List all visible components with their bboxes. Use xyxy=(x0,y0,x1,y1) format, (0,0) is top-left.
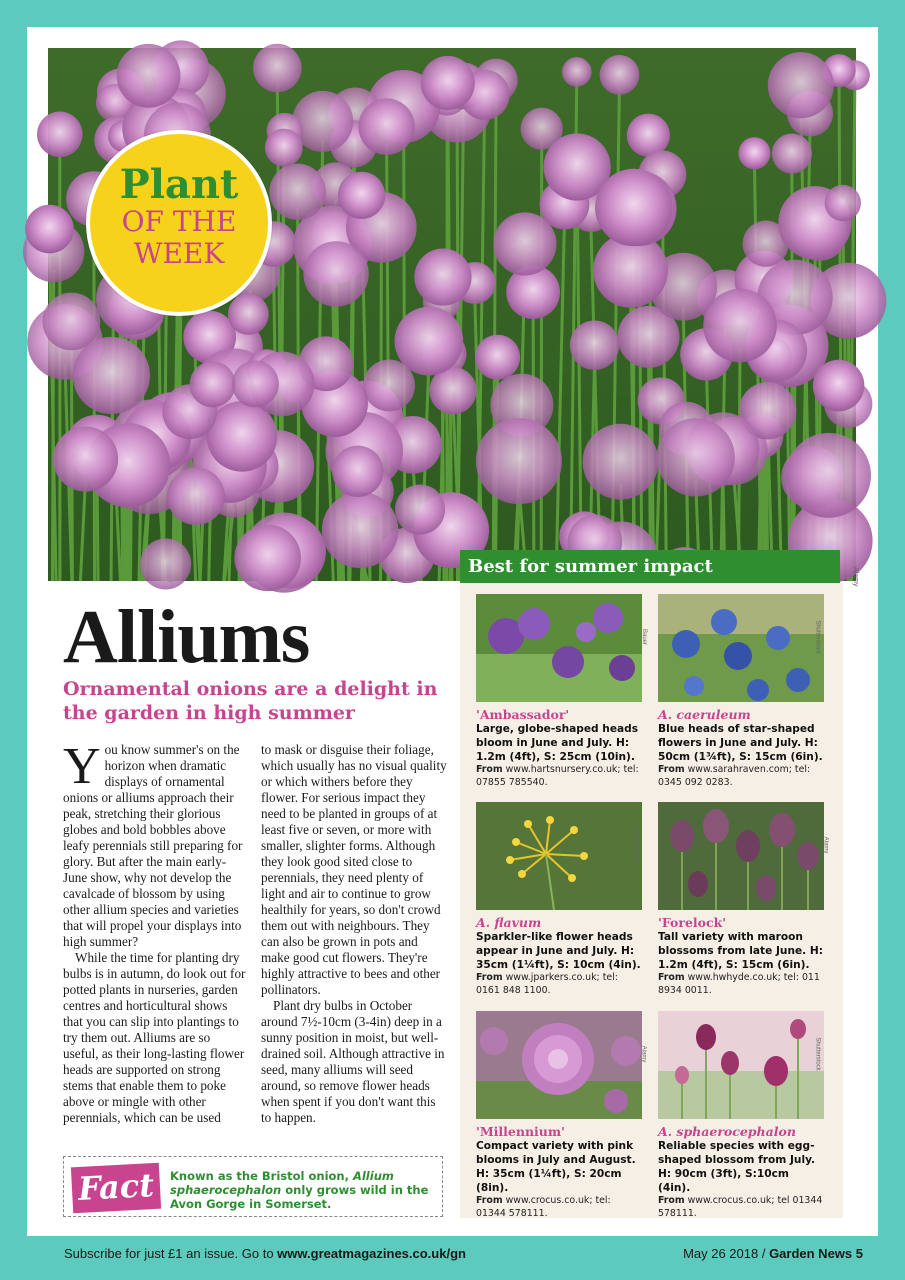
from-label: From xyxy=(476,764,503,775)
magazine-name: Garden News xyxy=(769,1246,853,1261)
fact-text-post: only grows wild in the Avon Gorge in Somerset. xyxy=(170,1183,429,1211)
fact-box xyxy=(63,1156,443,1217)
plant-photo xyxy=(658,802,829,910)
plant-source xyxy=(476,1195,642,1220)
main-photo-credit: Alamy xyxy=(852,567,859,587)
paragraph-2: While the time for planting dry bulbs is in autumn, do look out for potted plants in nurseries, garden centres and horticultural shows that you can slip into plantings to try them out. Alliums are so useful, as their long-lasting flower heads are supported on strong stems that enable them to poke above or mingle with other perennials, which can be used xyxy=(63,950,246,1125)
from-label: From xyxy=(658,972,685,983)
plant-source xyxy=(658,972,824,997)
folio xyxy=(683,1246,863,1261)
from-label: From xyxy=(476,1195,503,1206)
plant-photo xyxy=(476,802,642,910)
plant-description: Large, globe-shaped heads bloom in June and July. H: 1.2m (4ft), S: 25cm (10in). xyxy=(476,723,639,763)
photo-credit: Shutterstock xyxy=(814,620,821,654)
plant-description: Compact variety with pink blooms in July and August. H: 35cm (1¼ft), S: 20cm (8in). xyxy=(476,1140,636,1194)
plant-name: A. caeruleum xyxy=(658,707,751,722)
issue-date: May 26 2018 / xyxy=(683,1246,770,1261)
plant-card xyxy=(476,802,642,997)
plant-description: Sparkler-like flower heads appear in June and July. H: 35cm (1¼ft), S: 10cm (4in). xyxy=(476,931,641,971)
photo-credit: Bauer xyxy=(640,628,647,646)
fact-text xyxy=(170,1169,438,1211)
page-title: Alliums xyxy=(63,595,310,679)
plant-description: Reliable species with egg-shaped blossom from July. H: 90cm (3ft), S:10cm (4in). xyxy=(658,1140,816,1194)
plant-description: Tall variety with maroon blossoms from late June. H: 1.2m (4ft), S: 15cm (6in). xyxy=(658,931,823,971)
paragraph-3: to mask or disguise their foliage, which usually has no visual quality or which withers before they flower. For serious impact they need to be planted in groups of at least five or seven, or more with smaller, slighter forms. Although they look good sited close to perennials, they need plenty of light and air to continue to grow healthily for years, so don't crowd them out with neighbours. They can also be grown in pots and make good cut flowers. They're highly attractive to bees and other pollinators. xyxy=(261,742,447,997)
sphaerocephalon-photo xyxy=(658,1011,824,1119)
plant-source xyxy=(476,764,642,789)
badge-week: WEEK xyxy=(133,237,225,270)
plant-source xyxy=(658,1195,824,1220)
source-link[interactable]: www.hartsnursery.co.uk; tel: 07855 785540. xyxy=(476,764,639,788)
plant-description: Blue heads of star-shaped flowers in June and July. H: 50cm (1¾ft), S: 15cm (6in). xyxy=(658,723,823,763)
plant-source xyxy=(476,972,642,997)
plant-card xyxy=(658,802,829,997)
source-link[interactable]: www.jparkers.co.uk; tel: 0161 848 1100. xyxy=(476,972,618,996)
source-link[interactable]: www.hwhyde.co.uk; tel: 011 8934 0011. xyxy=(658,972,820,996)
ambassador-photo xyxy=(476,594,642,702)
page-footer xyxy=(0,1236,905,1280)
from-label: From xyxy=(476,972,503,983)
source-link[interactable]: www.crocus.co.uk; tel: 01344 578111. xyxy=(476,1195,611,1219)
plant-photo xyxy=(476,594,647,702)
plant-source xyxy=(658,764,824,789)
body-column-1 xyxy=(63,738,249,1126)
panel-heading: Best for summer impact xyxy=(460,550,840,583)
plant-card xyxy=(476,1011,647,1220)
plant-name: A. flavum xyxy=(476,915,542,930)
photo-credit: Alamy xyxy=(640,1045,647,1063)
badge-plant: Plant xyxy=(119,161,239,208)
plant-name: 'Forelock' xyxy=(658,915,727,930)
from-label: From xyxy=(658,1195,685,1206)
subheading: Ornamental onions are a delight in the garden in high summer xyxy=(63,678,438,724)
source-link[interactable]: www.crocus.co.uk; tel 01344 578111. xyxy=(658,1195,823,1219)
forelock-photo xyxy=(658,802,824,910)
fact-species: Allium sphaerocephalon xyxy=(170,1169,394,1197)
plant-photo xyxy=(658,1011,824,1119)
subscribe-text: Subscribe for just £1 an issue. Go to xyxy=(64,1246,278,1261)
millennium-photo xyxy=(476,1011,642,1119)
plant-name: 'Ambassador' xyxy=(476,707,570,722)
plant-photo xyxy=(476,1011,647,1119)
subscribe-link[interactable]: www.greatmagazines.co.uk/gn xyxy=(277,1246,466,1261)
plant-card xyxy=(476,594,647,789)
plant-name: A. sphaerocephalon xyxy=(658,1124,796,1139)
page-number: 5 xyxy=(852,1246,863,1261)
plant-card xyxy=(658,594,824,789)
fact-text-pre: Known as the Bristol onion, xyxy=(170,1169,353,1183)
body-column-2 xyxy=(261,742,447,1126)
plant-of-the-week-badge xyxy=(86,130,272,316)
magazine-page xyxy=(27,27,878,1236)
from-label: From xyxy=(658,764,685,775)
badge-of-the: OF THE xyxy=(121,205,237,238)
subscribe-line xyxy=(64,1246,466,1261)
source-link[interactable]: www.sarahraven.com; tel: 0345 092 0283. xyxy=(658,764,811,788)
drop-cap: Y xyxy=(63,738,101,795)
plant-card xyxy=(658,1011,824,1220)
paragraph-4: Plant dry bulbs in October around 7½-10cm (3-4in) deep in a sunny position in moist, but well-drained soil. Although attractive in seed, many alliums will seed around, so remove flower heads when spent if you don't want this to happen. xyxy=(261,998,445,1125)
photo-credit: Shutterstock xyxy=(632,828,639,862)
plant-name: 'Millennium' xyxy=(476,1124,565,1139)
hero-photo-alliums xyxy=(48,48,856,581)
plant-photo xyxy=(658,594,824,702)
fact-logo: Fact xyxy=(71,1163,161,1214)
paragraph-1: ou know summer's on the horizon when dramatic displays of ornamental onions or alliums approach their peak, stretching their glorious globes and bold bobbles above leafy perennials still preparing for glory. But after the main early-June show, why not develop the cavalcade of blossom by using other allium species and varieties that will propel your displays into high summer? xyxy=(63,742,243,949)
caeruleum-photo xyxy=(658,594,824,702)
photo-credit: Alamy xyxy=(822,836,829,854)
photo-credit: Shutterstock xyxy=(814,1037,821,1071)
flavum-photo xyxy=(476,802,642,910)
